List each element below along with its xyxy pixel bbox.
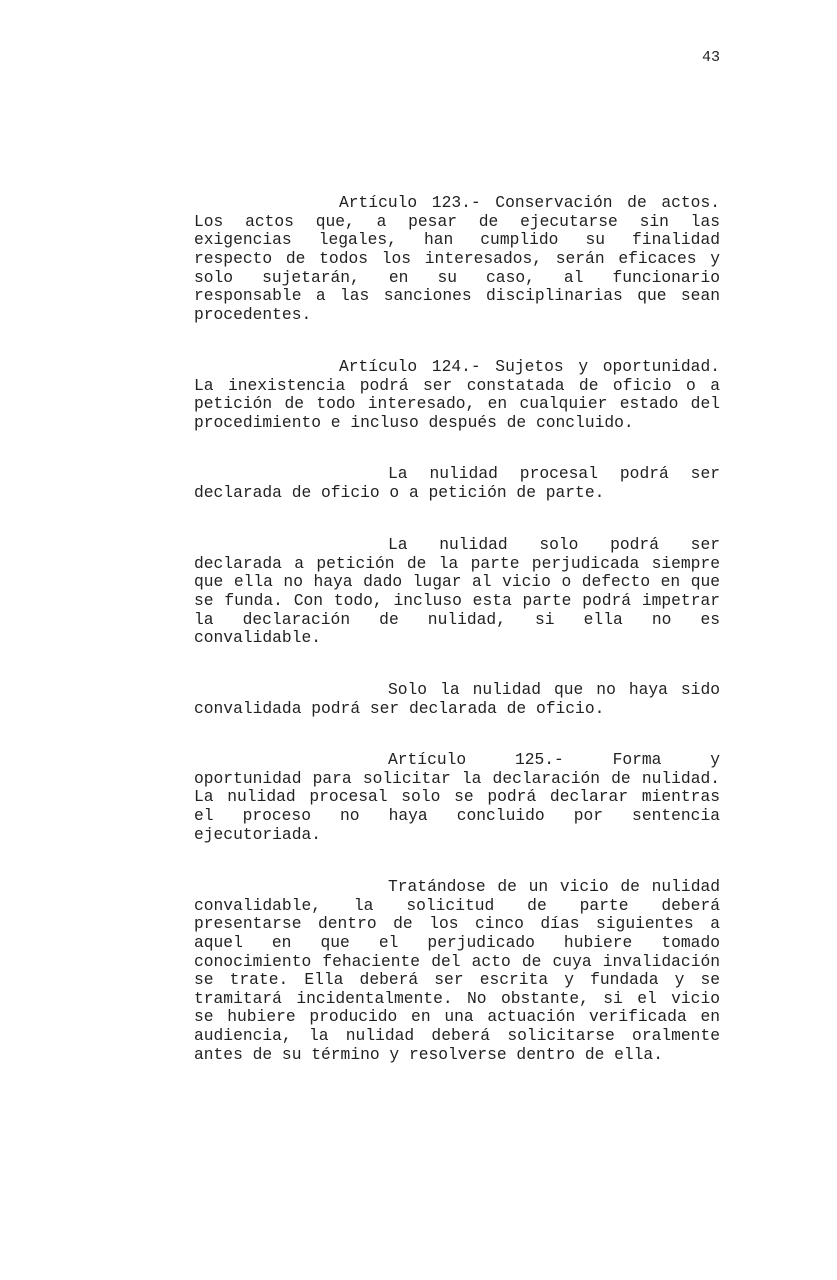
text-line: Artículo 123.- Conservación de actos. — [339, 193, 720, 212]
text-line: tramitará incidentalmente. No obstante, si el vicio — [194, 988, 720, 1008]
paragraph — [194, 878, 720, 1064]
text-line: aquel en que el perjudicado hubiere tomado — [194, 932, 720, 952]
text-line: se trate. Ella deberá ser escrita y fundada y se — [194, 970, 720, 990]
text-line: convalidable. — [194, 628, 322, 648]
paragraph — [194, 358, 720, 433]
text-line: que ella no haya dado lugar al vicio o defecto en que — [194, 572, 720, 592]
text-line: declarada de oficio o a petición de parte. — [194, 482, 605, 502]
text-line: petición de todo interesado, en cualquier estado del — [194, 394, 720, 414]
text-line: Tratándose de un vicio de nulidad — [388, 877, 720, 896]
text-line: conocimiento fehaciente del acto de cuya invalidación — [194, 951, 720, 971]
text-line: procedimiento e incluso después de concluido. — [194, 412, 634, 432]
text-line: Solo la nulidad que no haya sido — [388, 680, 720, 699]
paragraph — [194, 751, 720, 844]
text-line: convalidable, la solicitud de parte deberá — [194, 895, 720, 915]
text-line: declarada a petición de la parte perjudicada siempre — [194, 553, 720, 573]
text-line: Los actos que, a pesar de ejecutarse sin las — [194, 211, 720, 231]
text-line: La nulidad procesal solo se podrá declarar mientras — [194, 787, 720, 807]
text-line: el proceso no haya concluido por sentencia — [194, 805, 720, 825]
text-line: Artículo 125.- Forma y — [388, 750, 720, 769]
text-line: la declaración de nulidad, si ella no es — [194, 609, 720, 629]
paragraph — [194, 194, 720, 324]
text-line: antes de su término y resolverse dentro de ella. — [194, 1044, 663, 1064]
text-line: responsable a las sanciones disciplinarias que sean — [194, 286, 720, 306]
text-line: oportunidad para solicitar la declaración de nulidad. — [194, 768, 720, 788]
text-line: se hubiere producido en una actuación verificada en — [194, 1007, 720, 1027]
text-line: solo sujetarán, en su caso, al funcionario — [194, 267, 720, 287]
page-number: 43 — [701, 49, 720, 66]
text-line: convalidada podrá ser declarada de oficio. — [194, 698, 605, 718]
text-line: presentarse dentro de los cinco días siguientes a — [194, 914, 720, 934]
paragraph — [194, 536, 720, 648]
paragraph — [194, 681, 720, 718]
text-line: Artículo 124.- Sujetos y oportunidad. — [339, 357, 720, 376]
text-line: La nulidad solo podrá ser — [388, 535, 720, 554]
text-line: La inexistencia podrá ser constatada de oficio o a — [194, 375, 720, 395]
text-line: procedentes. — [194, 304, 312, 324]
text-line: La nulidad procesal podrá ser — [388, 464, 720, 483]
text-line: se funda. Con todo, incluso esta parte podrá impetrar — [194, 590, 720, 610]
text-line: exigencias legales, han cumplido su finalidad — [194, 230, 720, 250]
paragraph — [194, 465, 720, 502]
text-line: respecto de todos los interesados, serán eficaces y — [194, 248, 720, 268]
text-line: ejecutoriada. — [194, 824, 322, 844]
text-line: audiencia, la nulidad deberá solicitarse oralmente — [194, 1026, 720, 1046]
